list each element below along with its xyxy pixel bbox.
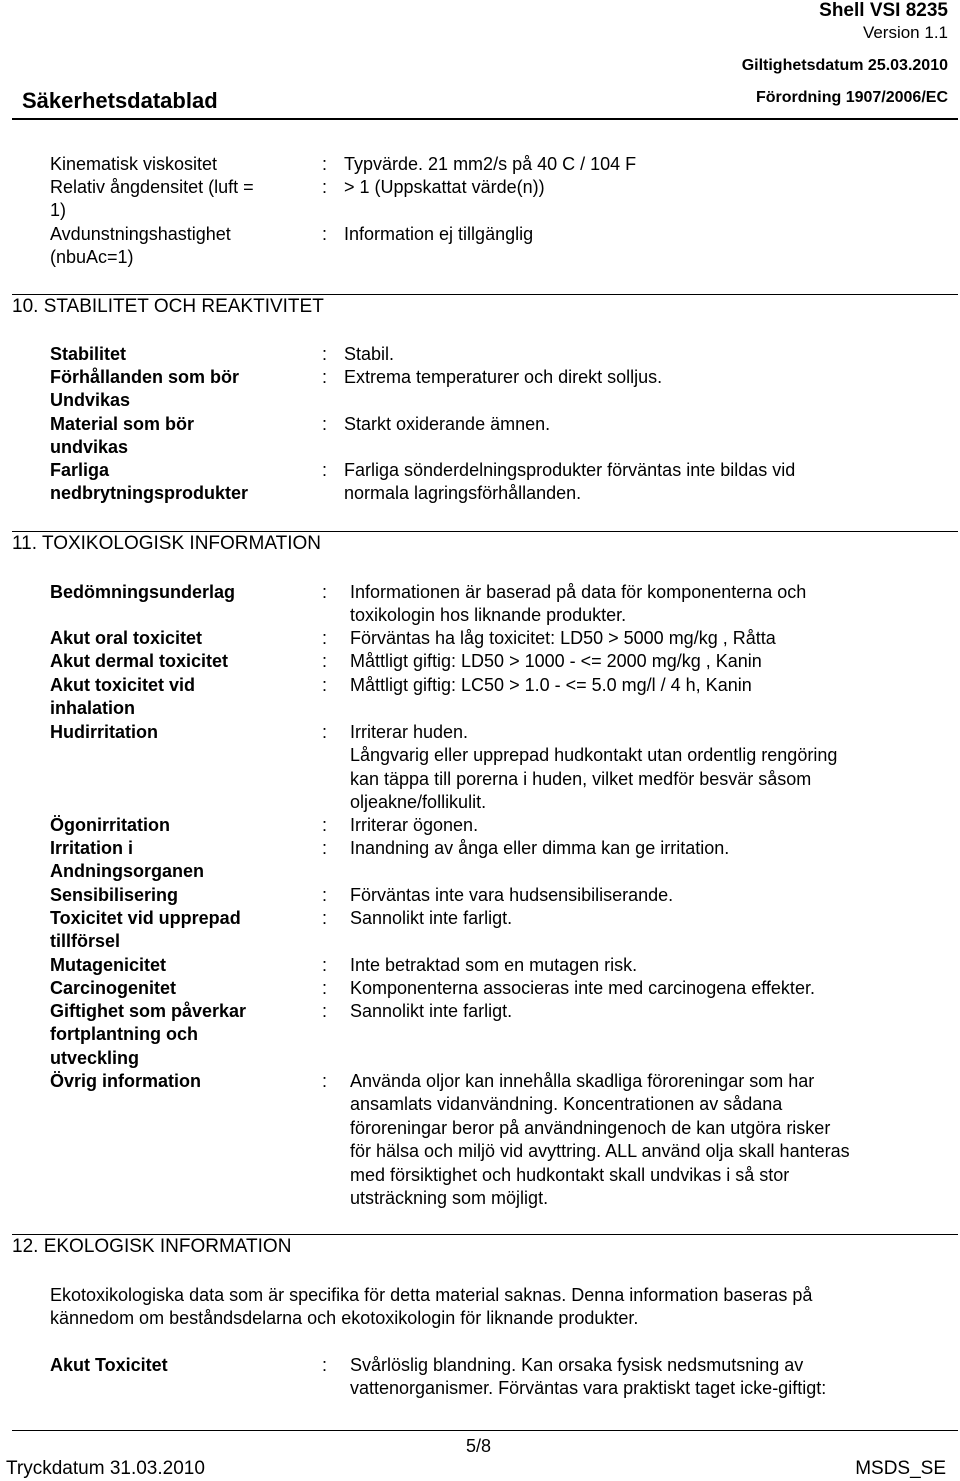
footer-rule [12, 1430, 958, 1431]
property-label: Kinematisk viskositet [50, 154, 218, 174]
property-value: Farliga sönderdelningsprodukter förväntas inte bildas vid normala lagringsförhållanden. [344, 460, 796, 504]
section11-rule [12, 531, 958, 532]
property-value: Använda oljor kan innehålla skadliga föroreningar som har ansamlats vidanvändning. Koncentrationen av sådana föroreningar beror på användningenoch de kan utgöra risker för hälsa och miljö vid avyttring. ALL använd olja skall hanteras med försiktighet och hudkontakt skall undvikas i så stor utsträckning som möjligt. [350, 1071, 850, 1209]
intro-text: Ekotoxikologiska data som är specifika för detta material saknas. Denna information baseras på kännedom om beståndsdelarna och ekotoxikologin för liknande produkter. [50, 1285, 813, 1329]
colon: : [322, 1071, 328, 1091]
version-label: Version 1.1 [862, 23, 948, 42]
property-label: Sensibilisering [50, 885, 179, 905]
document-code: MSDS_SE [855, 1458, 946, 1479]
property-value: Information ej tillgänglig [344, 224, 534, 244]
property-label: Övrig information [50, 1071, 202, 1091]
property-label: Bedömningsunderlag [50, 582, 236, 602]
property-value: Irriterar ögonen. [350, 815, 479, 835]
section10-title: 10. STABILITET OCH REAKTIVITET [12, 296, 324, 317]
property-label: Akut oral toxicitet [50, 628, 203, 648]
property-label: Ögonirritation [50, 815, 170, 835]
property-value: Typvärde. 21 mm2/s på 40 C / 104 F [344, 154, 637, 174]
property-value: Inte betraktad som en mutagen risk. [350, 955, 638, 975]
colon: : [322, 651, 328, 671]
colon: : [322, 367, 328, 387]
header-rule [12, 118, 958, 120]
colon: : [322, 1355, 328, 1375]
section10-rule [12, 294, 958, 295]
property-value: Måttligt giftig: LC50 > 1.0 - <= 5.0 mg/l / 4 h, Kanin [350, 675, 752, 695]
print-date: Tryckdatum 31.03.2010 [6, 1458, 205, 1479]
property-label: Farliga nedbrytningsprodukter [50, 460, 249, 504]
colon: : [322, 722, 328, 742]
property-label: Material som bör undvikas [50, 414, 195, 458]
colon: : [322, 582, 328, 602]
property-value: Informationen är baserad på data för komponenterna och toxikologin hos liknande produkter. [350, 582, 807, 626]
property-value: Förväntas inte vara hudsensibiliserande. [350, 885, 674, 905]
property-value: > 1 (Uppskattat värde(n)) [344, 177, 545, 197]
property-value: Sannolikt inte farligt. [350, 908, 513, 928]
document-title: Säkerhetsdatablad [22, 88, 218, 113]
property-label: Toxicitet vid upprepad tillförsel [50, 908, 241, 952]
property-value: Förväntas ha låg toxicitet: LD50 > 5000 mg/kg , Råtta [350, 628, 776, 648]
property-label: Mutagenicitet [50, 955, 167, 975]
colon: : [322, 838, 328, 858]
property-value: Sannolikt inte farligt. [350, 1001, 513, 1021]
property-value: Måttligt giftig: LD50 > 1000 - <= 2000 mg/kg , Kanin [350, 651, 762, 671]
property-label: Irritation i Andningsorganen [50, 838, 204, 882]
colon: : [322, 628, 328, 648]
colon: : [322, 154, 328, 174]
colon: : [322, 414, 328, 434]
property-value: Stabil. [344, 344, 395, 364]
property-value: Inandning av ånga eller dimma kan ge irritation. [350, 838, 730, 858]
regulation-label: Förordning 1907/2006/EC [755, 89, 948, 106]
colon: : [322, 908, 328, 928]
product-name: Shell VSI 8235 [819, 0, 948, 21]
property-value: Extrema temperaturer och direkt solljus. [344, 367, 663, 387]
property-label: Avdunstningshastighet (nbuAc=1) [50, 224, 231, 268]
property-value: Irriterar huden. Långvarig eller upprepad hudkontakt utan ordentlig rengöring kan täppa till porerna i huden, vilket medför besvär såsom oljeakne/follikulit. [350, 722, 838, 813]
validity-date: Giltighetsdatum 25.03.2010 [741, 57, 948, 74]
colon: : [322, 1001, 328, 1021]
property-value: Svårlöslig blandning. Kan orsaka fysisk nedsmutsning av vattenorganismer. Förväntas vara praktiskt taget icke-giftigt: [350, 1355, 827, 1399]
colon: : [322, 978, 328, 998]
section11-title: 11. TOXIKOLOGISK INFORMATION [12, 533, 321, 554]
colon: : [322, 955, 328, 975]
property-value: Komponenterna associeras inte med carcinogena effekter. [350, 978, 815, 998]
property-label: Giftighet som påverkar fortplantning och utveckling [50, 1001, 247, 1068]
property-label: Akut dermal toxicitet [50, 651, 229, 671]
colon: : [322, 177, 328, 197]
section12-rule [12, 1234, 958, 1235]
property-label: Relativ ångdensitet (luft = 1) [50, 177, 254, 221]
property-label: Akut Toxicitet [50, 1355, 168, 1375]
colon: : [322, 344, 328, 364]
property-label: Carcinogenitet [50, 978, 177, 998]
colon: : [322, 224, 328, 244]
colon: : [322, 460, 328, 480]
property-label: Akut toxicitet vid inhalation [50, 675, 196, 719]
page-number: 5/8 [466, 1436, 492, 1456]
property-label: Hudirritation [50, 722, 158, 742]
property-value: Starkt oxiderande ämnen. [344, 414, 551, 434]
section12-title: 12. EKOLOGISK INFORMATION [12, 1236, 292, 1257]
property-label: Stabilitet [50, 344, 127, 364]
colon: : [322, 815, 328, 835]
property-label: Förhållanden som bör Undvikas [50, 367, 240, 411]
colon: : [322, 885, 328, 905]
colon: : [322, 675, 328, 695]
